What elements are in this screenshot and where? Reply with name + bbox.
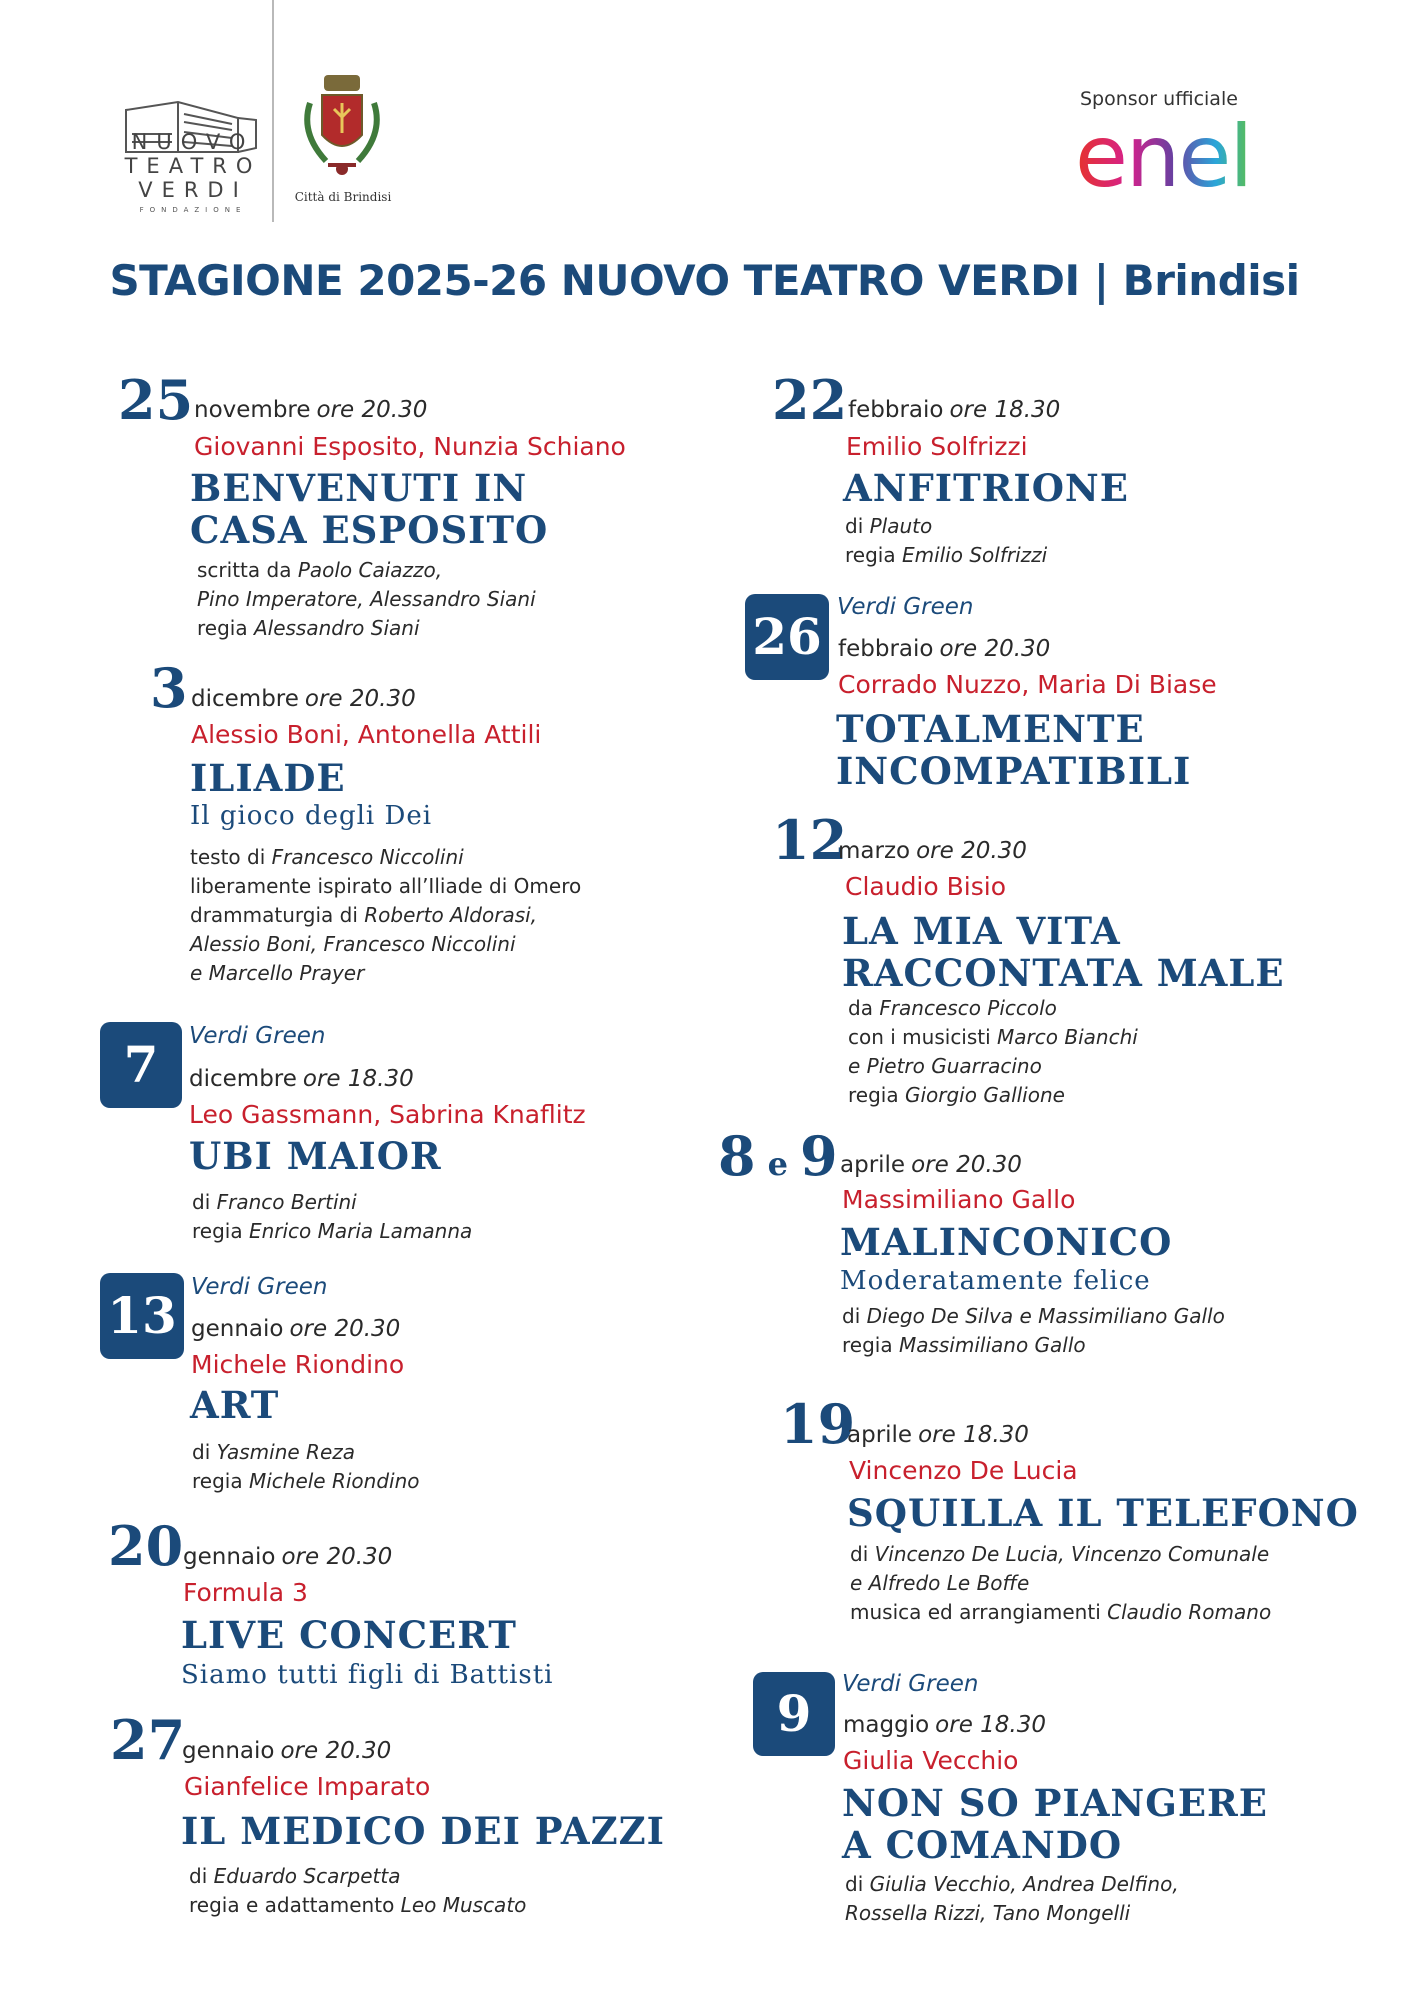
event-day: 27 bbox=[110, 1708, 186, 1772]
event-date: marzo ore 20.30 bbox=[838, 838, 1027, 864]
event-date: dicembre ore 18.30 bbox=[189, 1066, 414, 1092]
event-title: ART bbox=[190, 1383, 280, 1427]
event-subtitle: Il gioco degli Dei bbox=[190, 801, 433, 831]
event-day: 25 bbox=[118, 368, 194, 432]
event-date: maggio ore 18.30 bbox=[843, 1712, 1047, 1738]
event-cast: Corrado Nuzzo, Maria Di Biase bbox=[838, 670, 1217, 699]
event-cast: Leo Gassmann, Sabrina Knaflitz bbox=[189, 1100, 586, 1129]
verdi-green-label: Verdi Green bbox=[191, 1274, 328, 1300]
event-title: LIVE CONCERT bbox=[181, 1613, 517, 1657]
event-cast: Giulia Vecchio bbox=[843, 1746, 1019, 1775]
event-title: NON SO PIANGERE A COMANDO bbox=[842, 1781, 1268, 1867]
event-subtitle: Siamo tutti figli di Battisti bbox=[181, 1660, 554, 1690]
event-day-badge: 9 bbox=[753, 1672, 835, 1756]
event-day: 3 bbox=[150, 656, 188, 720]
verdi-green-label: Verdi Green bbox=[837, 594, 974, 620]
event-date: aprile ore 18.30 bbox=[847, 1422, 1029, 1448]
event-cast: Formula 3 bbox=[183, 1578, 308, 1607]
event-day: 20 bbox=[108, 1514, 184, 1578]
event-credits: di Giulia Vecchio, Andrea Delfino, Rossella Rizzi, Tano Mongelli bbox=[845, 1872, 1179, 1925]
event-title: UBI MAIOR bbox=[189, 1134, 442, 1178]
event-cast: Gianfelice Imparato bbox=[184, 1772, 431, 1801]
event-title: TOTALMENTE INCOMPATIBILI bbox=[836, 707, 1192, 793]
event-cast: Vincenzo De Lucia bbox=[849, 1456, 1078, 1485]
event-date: gennaio ore 20.30 bbox=[191, 1316, 401, 1342]
event-cast: Alessio Boni, Antonella Attili bbox=[191, 720, 542, 749]
event-date: febbraio ore 20.30 bbox=[838, 636, 1051, 662]
event-credits: di Vincenzo De Lucia, Vincenzo Comunale e Alfredo Le Boffe musica ed arrangiamenti Claudio Romano bbox=[850, 1542, 1272, 1624]
event-subtitle: Moderatamente felice bbox=[840, 1266, 1151, 1296]
event-title: BENVENUTI IN CASA ESPOSITO bbox=[190, 466, 549, 552]
event-day-badge: 13 bbox=[100, 1273, 184, 1359]
event-date: gennaio ore 20.30 bbox=[182, 1738, 392, 1764]
event-credits: di Yasmine Reza regia Michele Riondino bbox=[192, 1440, 420, 1493]
event-title: ILIADE bbox=[190, 756, 346, 800]
header-divider bbox=[272, 0, 274, 222]
event-date: novembre ore 20.30 bbox=[194, 397, 428, 423]
event-credits: di Plauto regia Emilio Solfrizzi bbox=[845, 514, 1048, 567]
event-credits: di Eduardo Scarpetta regia e adattamento Leo Muscato bbox=[189, 1864, 527, 1917]
event-cast: Giovanni Esposito, Nunzia Schiano bbox=[194, 432, 626, 461]
event-cast: Claudio Bisio bbox=[845, 872, 1006, 901]
verdi-green-label: Verdi Green bbox=[842, 1671, 979, 1697]
page-title: STAGIONE 2025-26 NUOVO TEATRO VERDI | Brindisi bbox=[109, 256, 1300, 305]
event-credits: testo di Francesco Niccolini liberamente ispirato all’Iliade di Omero drammaturgia di Roberto Aldorasi, Alessio Boni, Francesco Niccolini e Marcello Prayer bbox=[190, 845, 582, 985]
theatre-logo-subtitle: FONDAZIONE bbox=[139, 206, 247, 214]
event-date: dicembre ore 20.30 bbox=[191, 686, 416, 712]
event-day: 19 bbox=[780, 1392, 856, 1456]
event-day: 8 e 9 bbox=[718, 1124, 838, 1188]
event-day-badge: 7 bbox=[100, 1022, 182, 1108]
sponsor-label: Sponsor ufficiale bbox=[1080, 88, 1238, 110]
event-day: 22 bbox=[772, 368, 848, 432]
event-title: LA MIA VITA RACCONTATA MALE bbox=[842, 909, 1285, 995]
event-credits: da Francesco Piccolo con i musicisti Marco Bianchi e Pietro Guarracino regia Giorgio Gallione bbox=[848, 996, 1138, 1107]
theatre-logo-text: NUOVO TEATRO VERDI bbox=[124, 130, 262, 202]
event-credits: scritta da Paolo Caiazzo, Pino Imperatore, Alessandro Siani regia Alessandro Siani bbox=[197, 558, 536, 640]
event-title: IL MEDICO DEI PAZZI bbox=[181, 1809, 665, 1853]
event-title: SQUILLA IL TELEFONO bbox=[847, 1491, 1359, 1535]
event-cast: Massimiliano Gallo bbox=[842, 1185, 1076, 1214]
verdi-green-label: Verdi Green bbox=[189, 1023, 326, 1049]
event-date: gennaio ore 20.30 bbox=[183, 1544, 393, 1570]
event-credits: di Franco Bertini regia Enrico Maria Lamanna bbox=[192, 1190, 473, 1243]
event-day: 12 bbox=[772, 808, 848, 872]
event-date: aprile ore 20.30 bbox=[840, 1152, 1022, 1178]
event-day-badge: 26 bbox=[745, 594, 829, 680]
event-date: febbraio ore 18.30 bbox=[848, 397, 1061, 423]
event-title: MALINCONICO bbox=[840, 1220, 1173, 1264]
city-label: Città di Brindisi bbox=[294, 190, 392, 204]
event-credits: di Diego De Silva e Massimiliano Gallo regia Massimiliano Gallo bbox=[842, 1304, 1225, 1357]
event-cast: Emilio Solfrizzi bbox=[846, 432, 1028, 461]
city-crest-icon bbox=[292, 68, 392, 198]
enel-logo-icon bbox=[1075, 120, 1285, 200]
enel-logo-wordmark: enel bbox=[1075, 120, 1252, 200]
event-title: ANFITRIONE bbox=[843, 466, 1129, 510]
event-cast: Michele Riondino bbox=[191, 1350, 405, 1379]
